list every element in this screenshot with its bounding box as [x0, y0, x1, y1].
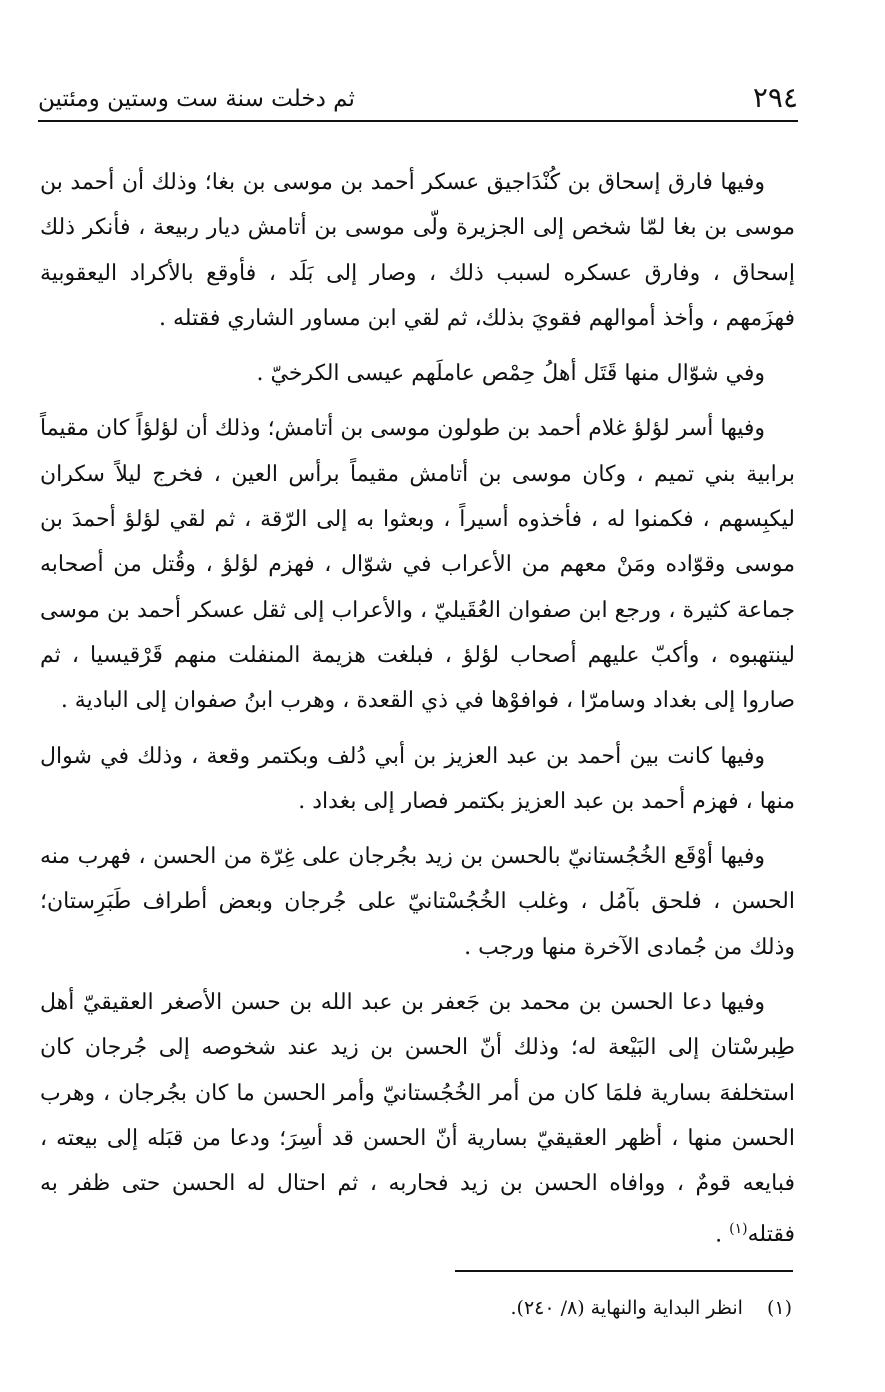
footnote-number: (١): [766, 1297, 792, 1319]
footnote: [300, 1293, 792, 1323]
footnote-text: انظر البداية والنهاية (٨/ ٢٤٠).: [510, 1297, 743, 1319]
footnote-rule: [455, 1270, 793, 1272]
paragraph: [40, 351, 795, 396]
paragraph-text: وفيها أسر لؤلؤ غلام أحمد بن طولون موسى بن أتامش؛ وذلك أن لؤلؤاً كان مقيماً برابية بني تميم ، وكان موسى بن أتامش مقيماً برأس العين ، فخرج ليلاً سكران ليكبِسهم ، فكمنوا له ، فأخذوه أسيراً ، وبعثوا به إلى الرّقة ، ثم لقي لؤلؤ أحمدَ بن موسى وقوّاده ومَنْ معهم من الأعراب في شوّال ، فهزم لؤلؤ ، وقُتل من أصحابه جماعة كثيرة ، ورجع ابن صفوان العُقَيليّ ، والأعراب إلى ثقل عسكر أحمد بن موسى لينتهبوه ، وأكبّ عليهم أصحاب لؤلؤ ، فبلغت هزيمة المنفلت منهم قَرْقيسيا ، ثم صاروا إلى بغداد وسامرّا ، فوافوْها في ذي القعدة ، وهرب ابنُ صفوان إلى البادية .: [40, 416, 795, 714]
paragraph: [40, 980, 795, 1257]
footnote-marker: (١): [729, 1220, 748, 1237]
paragraph-text: وفيها أوْقَع الخُجُستانيّ بالحسن بن زيد بجُرجان على غِرّة من الحسن ، فهرب منه الحسن ، فلحق بآمُل ، وغلب الخُجُسْتانيّ على جُرجان وبعض أطراف طَبَرِستان؛ وذلك من جُمادى الآخرة منها ورجب .: [40, 844, 795, 960]
paragraph-text: وفيها فارق إسحاق بن كُنْدَاجيق عسكر أحمد بن موسى بن بغا؛ وذلك أن أحمد بن موسى بن بغا لمّا شخص إلى الجزيرة ولّى موسى بن أتامش ديار ربيعة ، فأنكر ذلك إسحاق ، وفارق عسكره لسبب ذلك ، وصار إلى بَلَد ، فأوقع بالأكراد اليعقوبية فهزَمهم ، وأخذ أموالهم فقويَ بذلك، ثم لقي ابن مساور الشاري فقتله .: [40, 170, 795, 331]
paragraph: [40, 734, 795, 825]
paragraph-text: وفيها دعا الحسن بن محمد بن جَعفر بن عبد الله بن حسن الأصغر العقيقيّ أهل طِبرسْتان إلى البَيْعة له؛ وذلك أنّ الحسن بن زيد عند شخوصه إلى جُرجان كان استخلفهَ بسارية فلمَا كان من أمر الخُجُستانيّ وأمر الحسن ما كان بجُرجان ، وهرب الحسن منها ، أظهر العقيقيّ بسارية أنّ الحسن قد أسِرَ؛ ودعا من قبَله إلى بيعته ، فبايعه قومٌ ، ووافاه الحسن بن زيد فحاربه ، ثم احتال له الحسن حتى ظفر به فقتله: [40, 990, 795, 1247]
paragraph-text: وفي شوّال منها قَتَل أهلُ حِمْص عاملَهم عيسى الكرخيّ .: [256, 361, 765, 387]
paragraph-end: .: [715, 1221, 730, 1247]
page-number: ٢٩٤: [752, 81, 798, 114]
paragraph: [40, 834, 795, 970]
paragraph: [40, 406, 795, 723]
running-title: ثم دخلت سنة ست وستين ومئتين: [38, 86, 355, 112]
main-text: [40, 160, 795, 1257]
header-rule: [38, 120, 798, 122]
paragraph: [40, 160, 795, 341]
page-header: [38, 80, 798, 120]
paragraph-text: وفيها كانت بين أحمد بن عبد العزيز بن أبي دُلف وبكتمر وقعة ، وذلك في شوال منها ، فهزم أحمد بن عبد العزيز بكتمر فصار إلى بغداد .: [40, 743, 795, 814]
